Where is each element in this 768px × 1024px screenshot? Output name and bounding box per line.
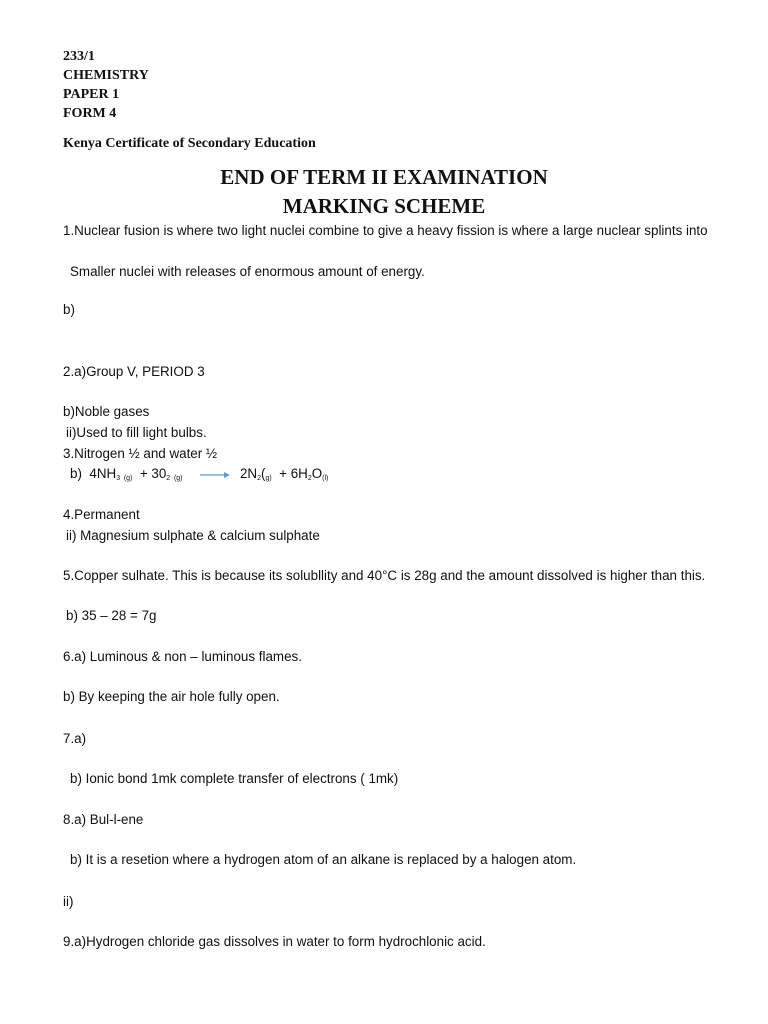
answer-q1-continued: Smaller nuclei with releases of enormous amount of energy. (70, 264, 425, 279)
answer-q8b: b) It is a resetion where a hydrogen atom of an alkane is replaced by a halogen atom. (70, 852, 577, 867)
answer-q1: 1.Nuclear fusion is where two light nuclei combine to give a heavy fission is where a large nuclear splints into (63, 223, 708, 238)
form-level: FORM 4 (63, 106, 117, 121)
reaction-arrow-icon (200, 469, 230, 479)
paper-code: 233/1 (63, 49, 95, 64)
subject: CHEMISTRY (63, 68, 149, 83)
answer-q3: 3.Nitrogen ½ and water ½ (63, 446, 218, 461)
answer-q2a: 2.a)Group V, PERIOD 3 (63, 364, 205, 379)
answer-q5b: b) 35 – 28 = 7g (66, 608, 157, 623)
answer-q7a: 7.a) (63, 731, 87, 746)
answer-q4-ii: ii) Magnesium sulphate & calcium sulphate (66, 528, 320, 543)
reactant-oxygen: + $30_2$ $_{(g)}$ (139, 466, 183, 482)
answer-q6b: b) By keeping the air hole fully open. (63, 689, 280, 704)
reactant-ammonia: $4NH_3$ $_{(g)}$ (89, 466, 133, 482)
answer-q2b: b)Noble gases (63, 404, 150, 419)
answer-q3b-equation (70, 465, 328, 488)
answer-q6a: 6.a) Luminous & non – luminous flames. (63, 649, 302, 664)
paper-number: PAPER 1 (63, 87, 120, 102)
answer-q5: 5.Copper sulhate. This is because its solubllity and 40°C is 28g and the amount dissolved is higher than this. (63, 568, 706, 583)
marking-scheme-title: MARKING SCHEME (282, 194, 486, 218)
answer-q8a: 8.a) Bul-l-ene (63, 812, 144, 827)
answer-q7b: b) Ionic bond 1mk complete transfer of electrons ( 1mk) (70, 771, 399, 786)
answer-q2b-ii: ii)Used to fill light bulbs. (66, 425, 207, 440)
product-nitrogen: $2N_2(_{g)}$ (239, 466, 272, 482)
equation-label: b) (70, 466, 82, 481)
exam-board: Kenya Certificate of Secondary Education (63, 136, 316, 151)
answer-q4: 4.Permanent (63, 507, 140, 522)
product-water: + $6H_2O_{(l)}$ (279, 466, 329, 482)
answer-q1b: b) (63, 302, 75, 317)
answer-q9a: 9.a)Hydrogen chloride gas dissolves in water to form hydrochlonic acid. (63, 934, 486, 949)
exam-title: END OF TERM II EXAMINATION (220, 165, 548, 189)
answer-q8-ii: ii) (63, 894, 74, 909)
